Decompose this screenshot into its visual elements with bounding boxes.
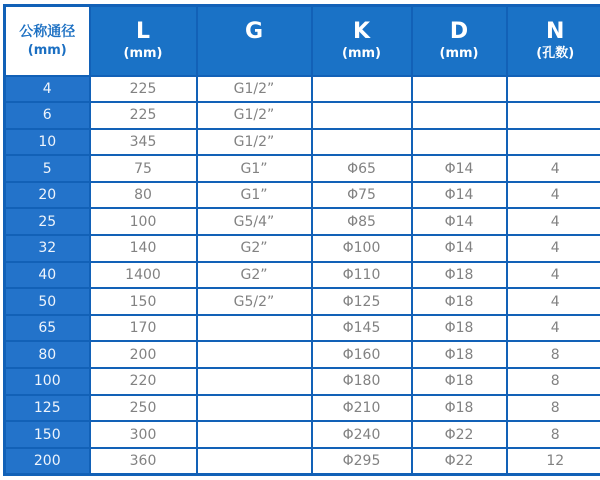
table-cell: 200 (5, 448, 90, 475)
table-row (5, 102, 600, 129)
table-row (5, 368, 600, 395)
table-cell: 80 (90, 182, 197, 209)
table-cell: Φ85 (312, 208, 412, 235)
column-header-L-unit: (mm) (123, 46, 163, 62)
header-row (5, 6, 600, 76)
table-cell: 8 (507, 395, 600, 422)
table-cell: G5/4” (197, 208, 312, 235)
table-cell: Φ18 (412, 288, 507, 315)
table-cell: 5 (5, 155, 90, 182)
table-cell: G2” (197, 262, 312, 289)
table-cell: G1/2” (197, 102, 312, 129)
table-row (5, 182, 600, 209)
table-cell (312, 76, 412, 103)
table-row (5, 448, 600, 475)
table-row (5, 155, 600, 182)
table-cell: Φ18 (412, 315, 507, 342)
table-cell: Φ160 (312, 341, 412, 368)
column-header-L (90, 6, 197, 76)
table-cell: Φ110 (312, 262, 412, 289)
table-cell: 140 (90, 235, 197, 262)
table-cell: Φ75 (312, 182, 412, 209)
table-cell: 220 (90, 368, 197, 395)
table-cell: 6 (5, 102, 90, 129)
table-cell: G1/2” (197, 129, 312, 156)
table-row (5, 129, 600, 156)
table-cell (412, 102, 507, 129)
table-cell: Φ18 (412, 395, 507, 422)
table-cell: Φ65 (312, 155, 412, 182)
table-cell: 25 (5, 208, 90, 235)
column-header-L-label: L (135, 19, 151, 45)
table-row (5, 421, 600, 448)
table-row (5, 288, 600, 315)
table-cell: 125 (5, 395, 90, 422)
table-cell (197, 315, 312, 342)
table-row (5, 262, 600, 289)
table-cell: G5/2” (197, 288, 312, 315)
column-header-K (312, 6, 412, 76)
column-header-G (197, 6, 312, 76)
table-cell: 8 (507, 421, 600, 448)
column-header-G-unit (198, 45, 311, 62)
column-header-N-unit: (孔数) (536, 46, 575, 62)
table-row (5, 208, 600, 235)
table-cell: 4 (507, 288, 600, 315)
table-cell: 100 (5, 368, 90, 395)
table-cell: Φ100 (312, 235, 412, 262)
column-header-N-label: N (546, 19, 565, 45)
table-cell: Φ22 (412, 421, 507, 448)
table-cell: 150 (5, 421, 90, 448)
table-cell (197, 341, 312, 368)
table-cell: 32 (5, 235, 90, 262)
table-cell: Φ22 (412, 448, 507, 475)
table-cell (312, 102, 412, 129)
table-cell: 4 (507, 155, 600, 182)
table-cell: 4 (507, 315, 600, 342)
column-header-N (507, 6, 600, 76)
table-cell: 250 (90, 395, 197, 422)
table-cell: 4 (507, 235, 600, 262)
table-cell: 8 (507, 341, 600, 368)
column-header-D-label: D (449, 19, 469, 45)
table-cell: Φ18 (412, 368, 507, 395)
table-cell: G1” (197, 155, 312, 182)
table-cell: 4 (507, 182, 600, 209)
table-cell (507, 76, 600, 103)
table-cell: 4 (507, 262, 600, 289)
table-cell: 40 (5, 262, 90, 289)
column-header-K-label: K (352, 19, 371, 45)
table-cell: Φ240 (312, 421, 412, 448)
table-cell: 12 (507, 448, 600, 475)
table-row (5, 235, 600, 262)
table-row (5, 315, 600, 342)
column-header-dn (5, 6, 90, 76)
column-header-G-label: G (244, 19, 264, 45)
table-cell: Φ18 (412, 262, 507, 289)
table-cell: 10 (5, 129, 90, 156)
table-cell: Φ14 (412, 182, 507, 209)
table-cell (507, 102, 600, 129)
table-cell: 75 (90, 155, 197, 182)
column-header-D (412, 6, 507, 76)
table-cell: 300 (90, 421, 197, 448)
table-row (5, 76, 600, 103)
column-header-D-unit: (mm) (439, 46, 479, 62)
table-cell: Φ14 (412, 155, 507, 182)
column-header-dn-label: 公称通径 (19, 24, 76, 41)
table-cell: G2” (197, 235, 312, 262)
table-cell (412, 76, 507, 103)
table-cell (197, 395, 312, 422)
table-cell: 1400 (90, 262, 197, 289)
table-cell: Φ145 (312, 315, 412, 342)
table-cell: 4 (5, 76, 90, 103)
table-cell: 8 (507, 368, 600, 395)
table-row (5, 341, 600, 368)
table-cell: 345 (90, 129, 197, 156)
table-cell: 50 (5, 288, 90, 315)
table-cell: Φ180 (312, 368, 412, 395)
table-cell: Φ14 (412, 235, 507, 262)
column-header-dn-unit: (mm) (27, 43, 67, 59)
table-cell: Φ18 (412, 341, 507, 368)
table-cell: 150 (90, 288, 197, 315)
table-cell: 80 (5, 341, 90, 368)
table-cell: 4 (507, 208, 600, 235)
table-cell (507, 129, 600, 156)
table-cell: 170 (90, 315, 197, 342)
table-cell: 360 (90, 448, 197, 475)
table-cell: 225 (90, 76, 197, 103)
table-cell (412, 129, 507, 156)
table-cell (197, 368, 312, 395)
column-header-K-unit: (mm) (342, 46, 381, 62)
table-cell: Φ210 (312, 395, 412, 422)
table-cell: Φ125 (312, 288, 412, 315)
table-cell: G1/2” (197, 76, 312, 103)
table-cell (197, 421, 312, 448)
table-cell: Φ295 (312, 448, 412, 475)
table-cell: Φ14 (412, 208, 507, 235)
table-cell: G1” (197, 182, 312, 209)
table-cell (197, 448, 312, 475)
table-cell (312, 129, 412, 156)
table-cell: 200 (90, 341, 197, 368)
table-cell: 100 (90, 208, 197, 235)
table-cell: 65 (5, 315, 90, 342)
spec-table (3, 4, 600, 476)
table-cell: 225 (90, 102, 197, 129)
table-cell: 20 (5, 182, 90, 209)
table-row (5, 395, 600, 422)
